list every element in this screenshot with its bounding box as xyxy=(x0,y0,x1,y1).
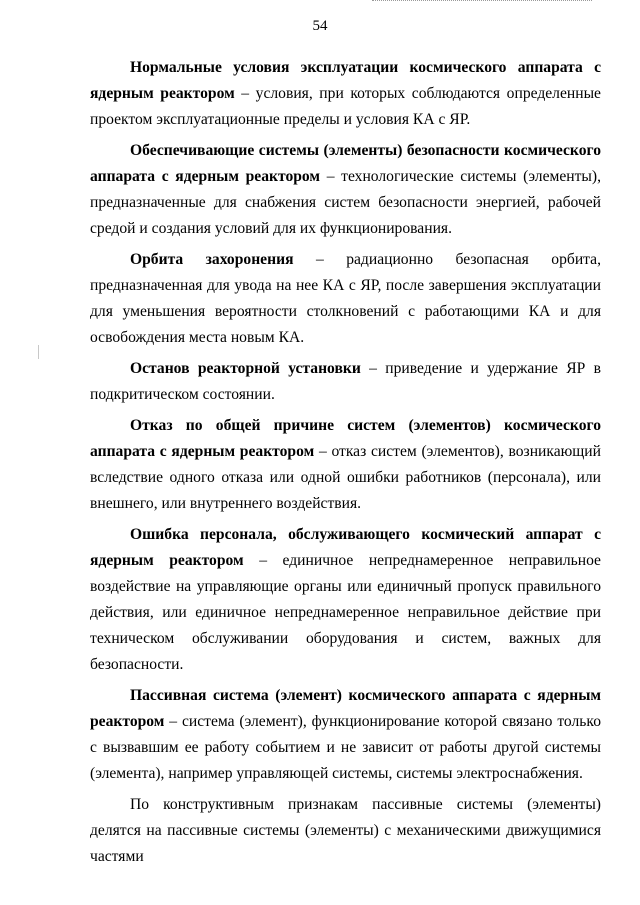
definition-text: – единичное непреднамеренное неправильное воздействие на управляющие органы или единичный пропуск правильного действия, или единичное непреднамеренное неправильное действие при техническом обслуживании оборудования и систем, важных для безопасности. xyxy=(90,552,601,673)
definition-text: – приведение и удержание ЯР в подкритическом состоянии. xyxy=(90,360,602,403)
scan-margin-mark xyxy=(38,345,39,359)
definition-term: Обеспечивающие системы (элементы) безопасности космического аппарата с ядерным реактором xyxy=(90,142,601,185)
definition-text: – система (элемент), функционирование которой связано только с вызвавшим ее работу событием и не зависит от работы другой системы (элемента), например управляющей системы, системы электроснабжения. xyxy=(90,713,601,782)
definition-paragraph xyxy=(90,413,601,517)
definition-term: Отказ по общей причине систем (элементов) космического аппарата с ядерным реактором xyxy=(90,417,601,460)
definition-paragraph xyxy=(90,522,601,678)
definition-text: – радиационно безопасная орбита, предназначенная для увода на нее КА с ЯР, после завершения эксплуатации для уменьшения вероятности столкновений с работающими КА и для освобождения места новым КА. xyxy=(90,251,601,346)
definition-term: Пассивная система (элемент) космического аппарата с ядерным реактором xyxy=(90,687,601,730)
definition-paragraph xyxy=(90,55,601,133)
document-body xyxy=(90,55,601,875)
definition-paragraph xyxy=(90,356,601,408)
page-number: 54 xyxy=(312,18,328,34)
definition-term: Орбита захоронения xyxy=(130,251,294,268)
scan-edge-line xyxy=(372,0,592,2)
body-paragraph xyxy=(90,792,601,870)
definition-text: – технологические системы (элементы), предназначенные для снабжения систем безопасности энергией, рабочей средой и создания условий для их функционирования. xyxy=(90,168,602,237)
definition-paragraph xyxy=(90,247,601,351)
body-text: По конструктивным признакам пассивные системы (элементы) делятся на пассивные системы (элементы) с механическими движущимися частями xyxy=(90,796,601,865)
definition-paragraph xyxy=(90,138,601,242)
definition-text: – отказ систем (элементов), возникающий вследствие одного отказа или одной ошибки работников (персонала), или внешнего, или внутреннего воздействия. xyxy=(90,443,601,512)
definition-paragraph xyxy=(90,683,601,787)
definition-term: Ошибка персонала, обслуживающего космический аппарат с ядерным реактором xyxy=(90,526,601,569)
definition-text: – условия, при которых соблюдаются определенные проектом эксплуатационные пределы и условия КА с ЯР. xyxy=(90,85,601,128)
definition-term: Останов реакторной установки xyxy=(130,360,361,377)
definition-term: Нормальные условия эксплуатации космического аппарата с ядерным реактором xyxy=(90,59,601,102)
